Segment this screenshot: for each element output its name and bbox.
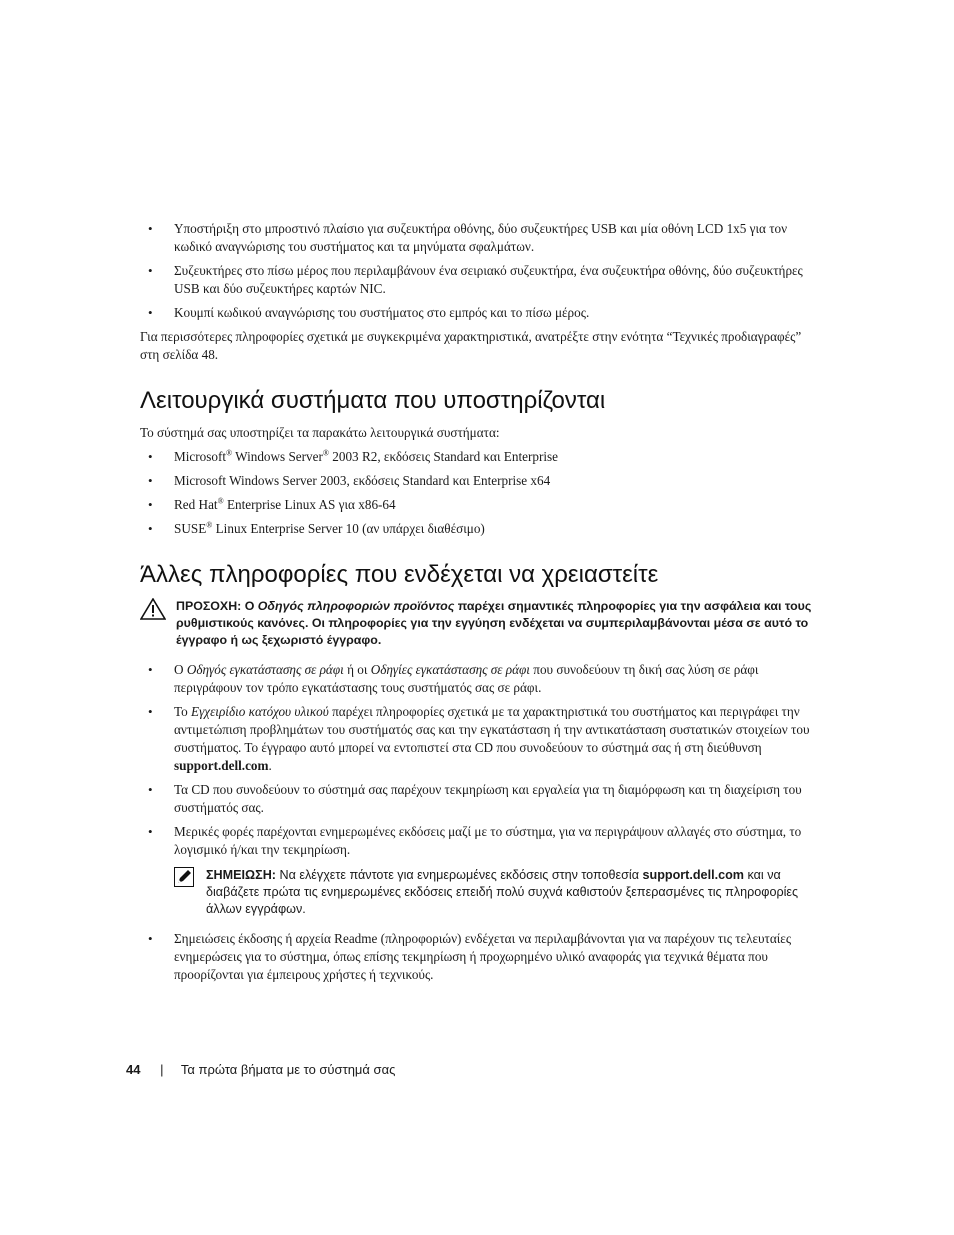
product-info-guide-title: Οδηγός πληροφοριών προϊόντος bbox=[257, 599, 455, 613]
list-item bbox=[140, 304, 812, 322]
list-item bbox=[140, 703, 812, 775]
bullet-text: Κουμπί κωδικού αναγνώρισης του συστήματος στο εμπρός και το πίσω μέρος. bbox=[174, 305, 590, 320]
more-info-paragraph: Για περισσότερες πληροφορίες σχετικά με συγκεκριμένα χαρακτηριστικά, ανατρέξτε στην ενότητα “Τεχνικές προδιαγραφές” στη σελίδα 48. bbox=[140, 329, 802, 362]
page-content bbox=[140, 220, 812, 990]
list-item bbox=[140, 220, 812, 256]
bullet-mark: • bbox=[148, 305, 153, 320]
bullet-mark: • bbox=[148, 221, 153, 236]
os-item-text: Red Hat® Enterprise Linux AS για x86-64 bbox=[174, 496, 396, 512]
caution-notice: ΠΡΟΣΟΧΗ: Ο Οδηγός πληροφοριών προϊόντος παρέχει σημαντικές πληροφορίες για την ασφάλεια και τους ρυθμιστικούς κανόνες. Οι πληροφορίες για την εγγύηση ενδέχεται να συμπεριλαμβάνονται μέσα σε αυτό το έγγραφο ή ως ξεχωριστό έγγραφο. bbox=[140, 598, 812, 649]
footer-title: Τα πρώτα βήματα με το σύστημά σας bbox=[180, 1062, 396, 1077]
bullet-mark: • bbox=[148, 782, 153, 797]
bullet-text: Συζευκτήρες στο πίσω μέρος που περιλαμβάνουν ένα σειριακό συζευκτήρα, ένα συζευκτήρα οθόνης, δύο συζευκτήρες USB και δύο συζευκτήρες καρτών NIC. bbox=[174, 263, 803, 296]
bullet-text: Ο Οδηγός εγκατάστασης σε ράφι ή οι Οδηγίες εγκατάστασης σε ράφι που συνοδεύουν τη δική σας λύση σε ράφι περιγράφουν τον τρόπο εγκατάστασης τους συστήματός σας σε ράφι. bbox=[174, 662, 759, 695]
os-intro: Το σύστημά σας υποστηρίζει τα παρακάτω λειτουργικά συστήματα: bbox=[140, 425, 500, 440]
note-box: ΣΗΜΕΙΩΣΗ: Να ελέγχετε πάντοτε για ενημερωμένες εκδόσεις στην τοποθεσία support.dell.com και να διαβάζετε πρώτα τις ενημερωμένες εκδόσεις επειδή πολύ συχνά καθιστούν ξεπερασμένες τις πληροφορίες άλλων εγγράφων. bbox=[172, 867, 812, 918]
list-item bbox=[140, 823, 812, 859]
bullet-mark: • bbox=[148, 704, 153, 719]
support-link[interactable]: support.dell.com bbox=[642, 868, 744, 882]
bullet-mark: • bbox=[148, 473, 153, 488]
os-item-text: Microsoft® Windows Server® 2003 R2, εκδόσεις Standard και Enterprise bbox=[174, 448, 558, 464]
note-label: ΣΗΜΕΙΩΣΗ: bbox=[206, 868, 276, 882]
list-item bbox=[140, 661, 812, 697]
page-footer bbox=[126, 1062, 395, 1077]
list-item bbox=[140, 781, 812, 817]
bullet-mark: • bbox=[148, 263, 153, 278]
bullet-mark: • bbox=[148, 497, 153, 512]
note-pencil-icon bbox=[174, 867, 194, 887]
bullet-mark: • bbox=[148, 449, 153, 464]
section-heading-other-info: Άλλες πληροφορίες που ενδέχεται να χρειαστείτε bbox=[140, 561, 659, 588]
page-number: 44 bbox=[126, 1062, 141, 1077]
bullet-text: Τα CD που συνοδεύουν το σύστημά σας παρέχουν τεκμηρίωση και εργαλεία για τη διαμόρφωση και τη διαχείριση του συστήματός σας. bbox=[174, 782, 802, 815]
bullet-text: Σημειώσεις έκδοσης ή αρχεία Readme (πληροφοριών) ενδέχεται να περιλαμβάνονται για να παρέχουν τις τελευταίες ενημερώσεις για το σύστημα, όπως επίσης τεκμηρίωση ή προχωρημένο υλικό αναφοράς για τεχνικά θέματα που προορίζονται για έμπειρους χρήστες ή τεχνικούς. bbox=[174, 931, 792, 982]
os-item-text: Microsoft Windows Server 2003, εκδόσεις Standard και Enterprise x64 bbox=[174, 473, 551, 488]
list-item bbox=[140, 472, 812, 490]
bullet-text: Υποστήριξη στο μπροστινό πλαίσιο για συζευκτήρα οθόνης, δύο συζευκτήρες USB και μία οθόνη LCD 1x5 για τον κωδικό αναγνώρισης του συστήματος και τα μηνύματα σφαλμάτων. bbox=[174, 221, 788, 254]
list-item bbox=[140, 496, 812, 514]
bullet-text: Το Εγχειρίδιο κατόχου υλικού παρέχει πληροφορίες σχετικά με τα χαρακτηριστικά του συστήματος και περιγράφει την αντιμετώπιση προβλημάτων του συστήματός σας και την εγκατάσταση ή την αντικατάσταση συστατικών στοιχείων του συστήματος. Το έγγραφο αυτό μπορεί να εντοπιστεί στα CD που συνοδεύουν το σύστημά σας ή στη διεύθυνση support.dell.com. bbox=[174, 704, 810, 773]
bullet-mark: • bbox=[148, 824, 153, 839]
list-item bbox=[140, 520, 812, 538]
caution-label: ΠΡΟΣΟΧΗ: bbox=[176, 599, 242, 613]
footer-separator: | bbox=[160, 1062, 164, 1077]
list-item bbox=[140, 448, 812, 466]
list-item bbox=[140, 930, 812, 984]
bullet-mark: • bbox=[148, 931, 153, 946]
bullet-mark: • bbox=[148, 662, 153, 677]
section-heading-os: Λειτουργικά συστήματα που υποστηρίζονται bbox=[140, 387, 606, 414]
bullet-text: Μερικές φορές παρέχονται ενημερωμένες εκδόσεις μαζί με το σύστημα, για να περιγράψουν αλλαγές στο σύστημα, το λογισμικό ή/και την τεκμηρίωση. bbox=[174, 824, 802, 857]
support-link[interactable]: support.dell.com bbox=[174, 758, 269, 773]
list-item bbox=[140, 262, 812, 298]
os-item-text: SUSE® Linux Enterprise Server 10 (αν υπάρχει διαθέσιμο) bbox=[174, 520, 485, 536]
warning-triangle-icon bbox=[140, 598, 166, 620]
bullet-mark: • bbox=[148, 521, 153, 536]
